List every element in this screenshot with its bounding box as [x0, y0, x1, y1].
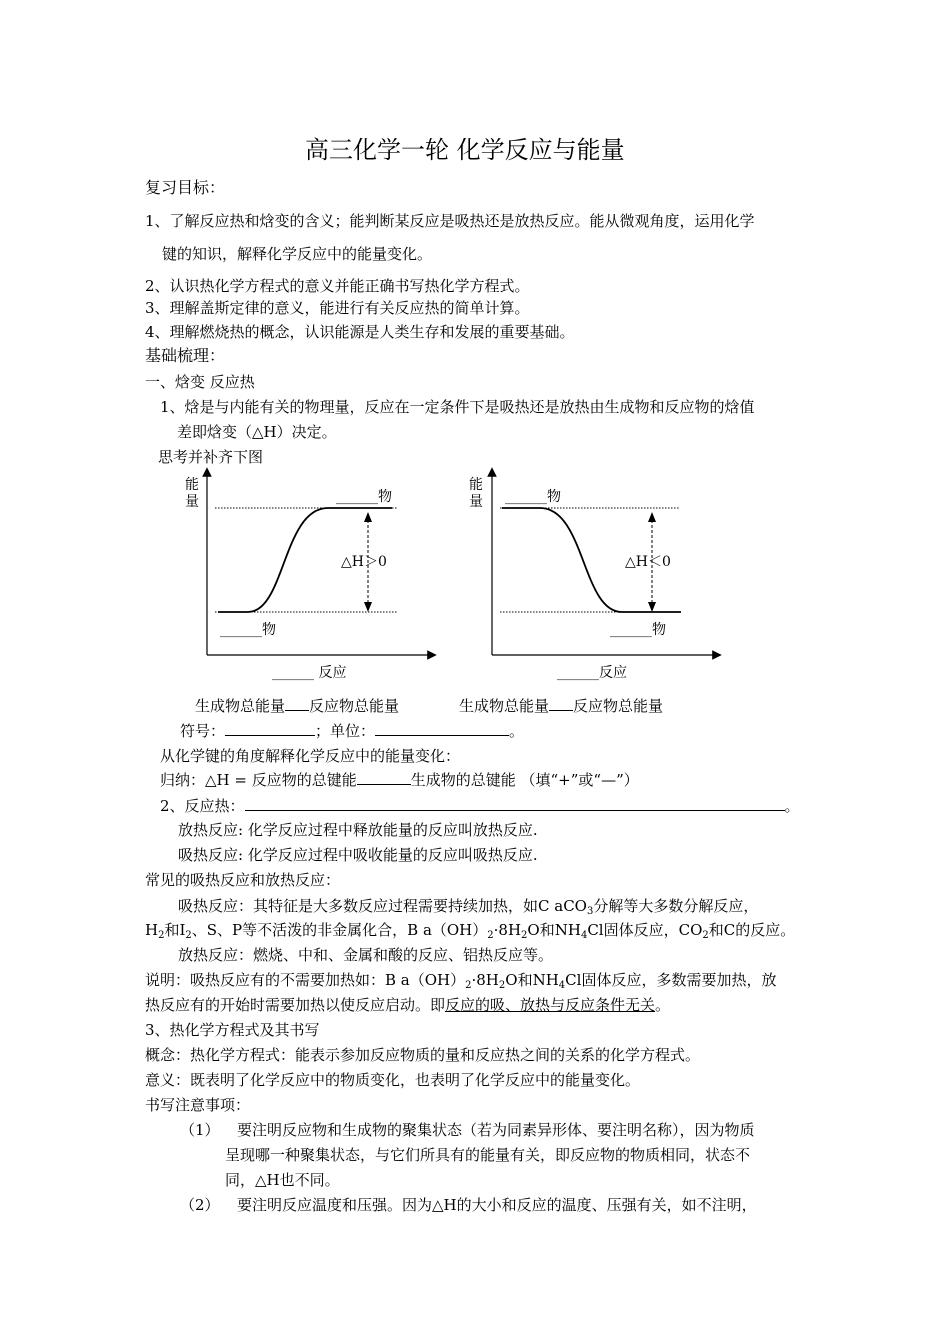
enthalpy-para-line2: 差即焓变（△H）决定。: [177, 423, 337, 441]
compare-right-b: 反应物总能量: [573, 697, 664, 715]
goal-2: 2、认识热化学方程式的意义并能正确书写热化学方程式。: [145, 277, 530, 295]
compare-left-b: 反应物总能量: [309, 697, 400, 715]
x-axis-label: ______ 反应: [272, 665, 347, 681]
period-2: 。: [784, 797, 800, 815]
induce-line: [160, 770, 639, 790]
exo-definition: 放热反应: 化学反应过程中释放能量的反应叫放热反应.: [178, 821, 538, 839]
review-heading: 复习目标：: [145, 178, 226, 197]
compare-left-blank[interactable]: [285, 696, 309, 711]
item-1-line-2: 呈现哪一种聚集状态，与它们所具有的能量有关，即反应物的物质相同，状态不: [225, 1146, 751, 1164]
y-label-1: 能: [185, 477, 199, 493]
symbol-blank[interactable]: [225, 721, 315, 736]
goal-4: 4、理解燃烧热的概念，认识能源是人类生存和发展的重要基础。: [145, 323, 575, 341]
item-1-number: （1）: [180, 1121, 220, 1139]
item-2-line-1: 要注明反应温度和压强。因为△H的大小和反应的温度、压强有关，如不注明，: [237, 1196, 757, 1214]
delta-h-label: △H＞0: [341, 554, 387, 570]
top-blank-label: ______物: [336, 489, 392, 505]
compare-left: [195, 696, 399, 716]
delta-h-label: △H＜0: [625, 554, 671, 570]
enthalpy-para-line1: 1、焓是与内能有关的物理量，反应在一定条件下是吸热还是放热由生成物和反应物的焓值: [160, 398, 755, 416]
common-reactions-heading: 常见的吸热反应和放热反应：: [145, 871, 341, 889]
symbol-label: 符号：: [180, 722, 226, 740]
compare-left-a: 生成物总能量: [195, 697, 286, 715]
item-1-line-1: 要注明反应物和生成物的聚集状态（若为同素异形体、要注明名称），因为物质: [237, 1121, 755, 1139]
note-underlined: 反应的吸、放热与反应条件无关: [445, 996, 656, 1014]
page-title: 高三化学一轮 化学反应与能量: [305, 136, 625, 164]
item-1-line-3: 同，△H也不同。: [225, 1171, 340, 1189]
endo-definition: 吸热反应: 化学反应过程中吸收能量的反应叫吸热反应.: [178, 846, 538, 864]
reaction-heat-line: [160, 796, 800, 816]
bond-view-line: 从化学键的角度解释化学反应中的能量变化：: [160, 747, 461, 765]
x-axis-label: ______反应: [557, 665, 627, 681]
induce-a: 归纳：△H = 反应物的总键能: [160, 771, 357, 789]
endo-line-2: $H_2$和$I_2$、S、P等不活泼的非金属化合，B $a(OH)_2\cdot 8H_2O$和$NH_4Cl$固体反应，$CO_2$和C的反应。: [145, 921, 796, 941]
y-label-2: 量: [469, 494, 483, 510]
notes-heading: 书写注意事项：: [145, 1096, 251, 1114]
top-blank-label: ______物: [505, 489, 561, 505]
concept-line: 概念：热化学方程式：能表示参加反应物质的量和反应热之间的关系的化学方程式。: [145, 1046, 701, 1064]
induce-blank[interactable]: [357, 770, 411, 785]
section-1-heading: 一、焓变 反应热: [145, 373, 255, 391]
meaning-line: 意义：既表明了化学反应中的物质变化，也表明了化学反应中的能量变化。: [145, 1071, 641, 1089]
period: 。: [509, 722, 525, 740]
bottom-blank-label: ______物: [610, 622, 666, 638]
y-label-2: 量: [185, 494, 199, 510]
reaction-heat-blank[interactable]: [245, 796, 785, 811]
compare-right-blank[interactable]: [549, 696, 573, 711]
induce-b: 生成物的总键能 （填“+”或“—”）: [410, 771, 639, 789]
goal-3: 3、理解盖斯定律的意义，能进行有关反应热的简单计算。: [145, 299, 530, 317]
compare-right: [459, 696, 663, 716]
section-3-heading: 3、热化学方程式及其书写: [145, 1021, 320, 1039]
compare-right-a: 生成物总能量: [459, 697, 550, 715]
symbol-unit-line: [180, 721, 524, 741]
endo-line-1: 吸热反应：其特征是大多数反应过程需要持续加热，如C aCO$_3$分解等大多数分解反应，: [178, 897, 759, 917]
goal-1-cont: 键的知识，解释化学反应中的能量变化。: [162, 245, 433, 263]
item-2-number: （2）: [180, 1196, 220, 1214]
note-line-2: 热反应有的开始时需要加热以使反应启动。即反应的吸、放热与反应条件无关。: [145, 996, 671, 1014]
basics-heading: 基础梳理：: [145, 346, 226, 365]
unit-blank[interactable]: [375, 721, 509, 736]
exo-list-line: 放热反应：燃烧、中和、金属和酸的反应、铝热反应等。: [178, 946, 554, 964]
reaction-heat-label: 2、反应热：: [160, 797, 245, 815]
unit-label: ；单位：: [315, 722, 376, 740]
note-line-1: 说明：吸热反应有的不需要加热如：B $a(OH)_2\cdot 8H_2O$和$NH_4Cl$固体反应，多数需要加热，放: [145, 971, 777, 991]
y-label-1: 能: [469, 477, 483, 493]
think-prompt: 思考并补齐下图: [158, 448, 264, 466]
goal-1: 1、了解反应热和焓变的含义；能判断某反应是吸热还是放热反应。能从微观角度，运用化学: [145, 212, 755, 230]
bottom-blank-label: ______物: [220, 622, 276, 638]
